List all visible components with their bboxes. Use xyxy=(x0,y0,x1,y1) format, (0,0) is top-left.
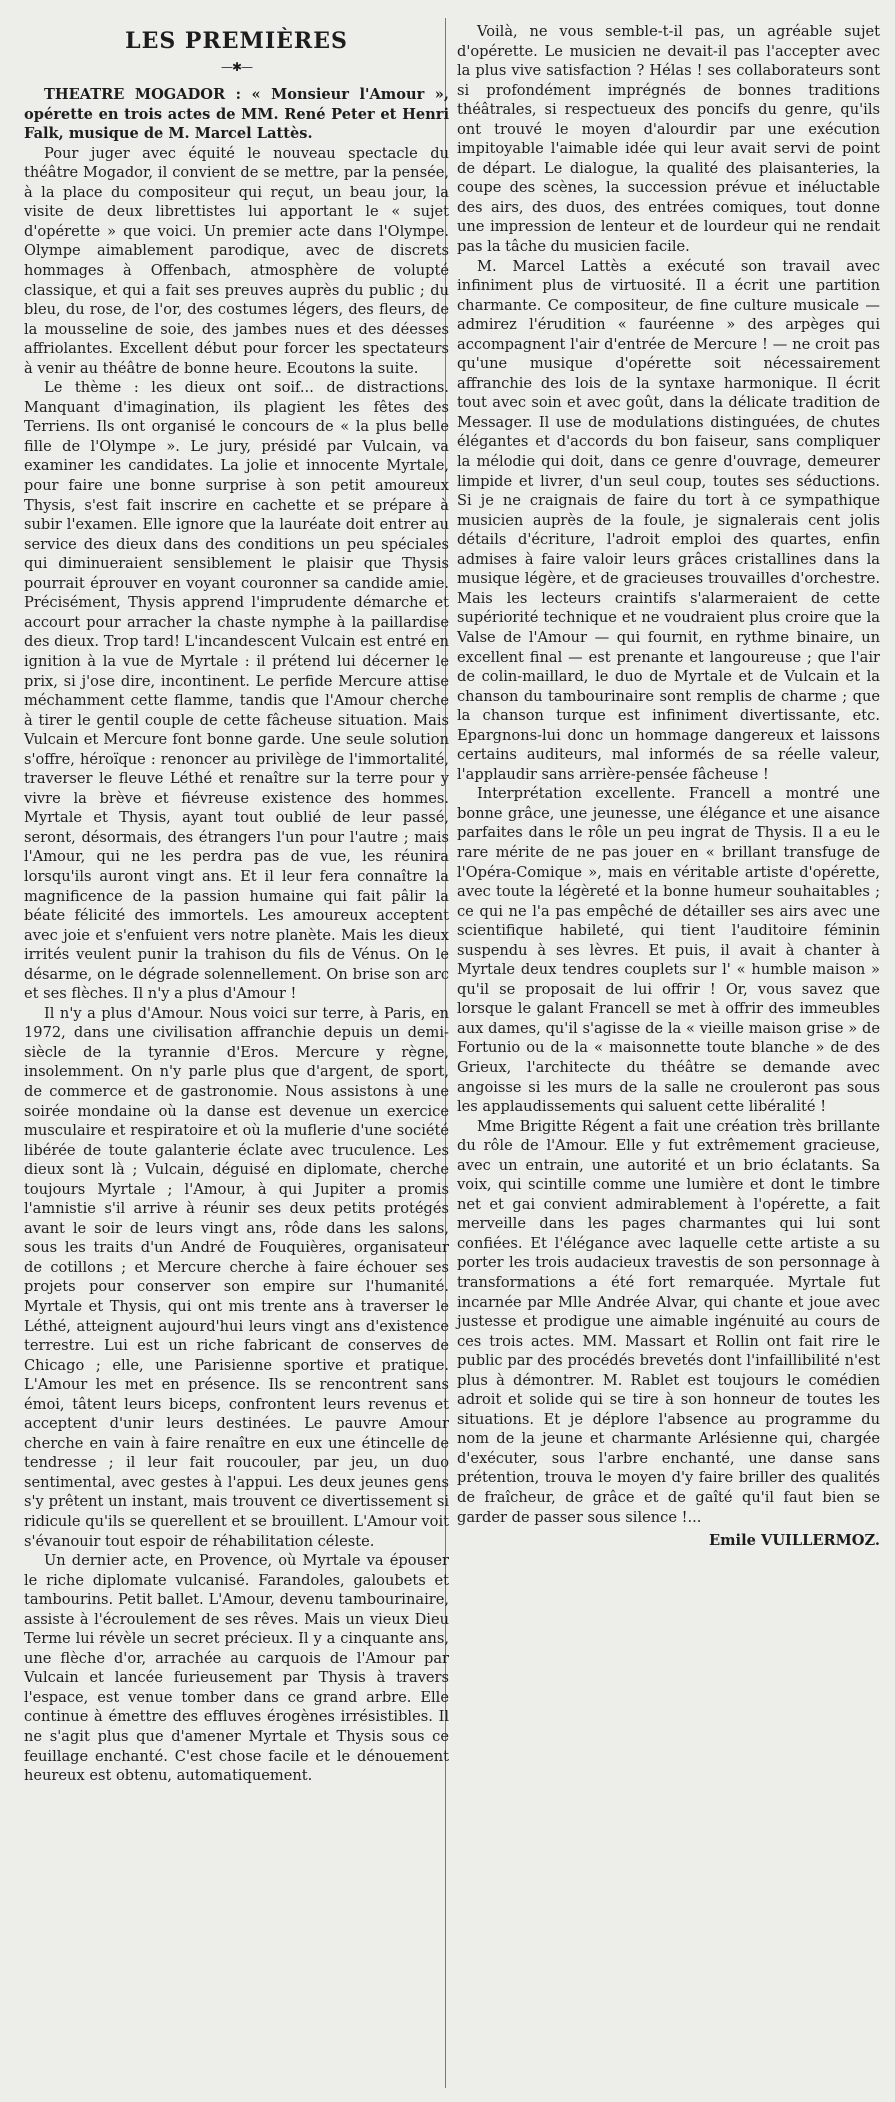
paragraph: Mme Brigitte Régent a fait une création très brillante du rôle de l'Amour. Elle y fut extrêmement gracieuse, avec un entrain, une autorité et un brio éclatants. Sa voix, qui scintille comme une lumière et dont le timbre net et gai convient admirablement à l'opérette, a fait merveille dans les pages charmantes qui lui sont confiées. Et l'élégance avec laquelle cette artiste a su porter les trois audacieux travestis de son personnage à transformations a été fort remarquée. Myrtale fut incarnée par Mlle Andrée Alvar, qui chante et joue avec justesse et prodigue une aimable ingénuité au cours de ces trois actes. MM. Massart et Rollin ont fait rire le public par des procédés brevetés dont l'infaillibilité n'est plus à démontrer. M. Rablet est toujours le comédien adroit et solide qui se tire à son honneur de toutes les situations. Et je déplore l'absence au programme du nom de la jeune et charmante Arlésienne qui, chargée d'exécuter, sous l'arbre enchanté, une danse sans prétention, trouva le moyen d'y faire briller des qualités de fraîcheur, de grâce et de gaîté qu'il faut bien se garder de passer sous silence !... xyxy=(457,1117,880,1526)
paragraph: M. Marcel Lattès a exécuté son travail avec infiniment plus de virtuosité. Il a écrit une partition charmante. Ce compositeur, de fine culture musicale — admirez l'érudition « fauréenne » des arpèges qui accompagnent l'air d'entrée de Mercure ! — ne croit pas qu'une musique d'opérette soit nécessairement affranchie des lois de la syntaxe harmonique. Il écrit tout avec soin et avec goût, dans la délicate tradition de Messager. Il use de modulations distinguées, de chutes élégantes et d'accords du bon faiseur, sans compliquer la mélodie qui doit, dans ce genre d'ouvrage, demeurer limpide et livrer, d'un seul coup, toutes ses séductions. Si je ne craignais de faire du tort à ce sympathique musicien auprès de la foule, je signalerais cent jolis détails d'écriture, l'adroit emploi des quartes, enfin admises à faire valoir leurs grâces cristallines dans la musique légère, et de gracieuses trouvailles d'orchestre. Mais les lecteurs craintifs s'alarmeraient de cette supériorité technique et ne voudraient plus croire que la Valse de l'Amour — qui fournit, en rythme binaire, un excellent final — est prenante et langoureuse ; que l'air de colin-maillard, le duo de Myrtale et de Vulcain et la chanson du tambourinaire sont remplis de charme ; que la chanson turque est infiniment divertissante, etc. Epargnons-lui donc un hommage dangereux et laissons certains auditeurs, mal informés de sa réelle valeur, l'applaudir sans arrière-pensée fâcheuse ! xyxy=(457,257,880,783)
paragraph: Il n'y a plus d'Amour. Nous voici sur terre, à Paris, en 1972, dans une civilisation affranchie depuis un demi-siècle de la tyrannie d'Eros. Mercure y règne, insolemment. On n'y parle plus que d'argent, de sport, de commerce et de gastronomie. Nous assistons à une soirée mondaine où la danse est devenue un exercice musculaire et respiratoire et où la muflerie d'une société libérée de toute galanterie éclate avec truculence. Les dieux sont là ; Vulcain, déguisé en diplomate, cherche toujours Myrtale ; l'Amour, à qui Jupiter a promis l'amnistie s'il arrive à réunir ses deux petits protégés avant le soir de leurs vingt ans, rôde dans les salons, sous les traits d'un André de Fouquières, organisateur de cotillons ; et Mercure cherche à faire échouer ses projets pour conserver son empire sur l'humanité. Myrtale et Thysis, qui ont mis trente ans à traverser le Léthé, atteignent aujourd'hui leurs vingt ans d'existence terrestre. Lui est un riche fabricant de conserves de Chicago ; elle, une Parisienne sportive et pratique. L'Amour les met en présence. Ils se rencontrent sans émoi, tâtent leurs biceps, confrontent leurs revenus et acceptent d'unir leurs destinées. Le pauvre Amour cherche en vain à faire renaître en eux une étincelle de tendresse ; il leur fait roucouler, par jeu, un duo sentimental, avec gestes à l'appui. Les deux jeunes gens s'y prêtent un instant, mais trouvent ce divertissement si ridicule qu'ils se querellent et se brouillent. L'Amour voit s'évanouir tout espoir de réhabilitation céleste. xyxy=(24,1004,449,1550)
paragraph: Interprétation excellente. Francell a montré une bonne grâce, une jeunesse, une élégance et une aisance parfaites dans le rôle un peu ingrat de Thysis. Il a eu le rare mérite de ne pas jouer en « brillant transfuge de l'Opéra-Comique », mais en véritable artiste d'opérette, avec toute la légèreté et la bonne humeur souhaitables ; ce qui ne l'a pas empêché de détailler ses airs avec une scientifique habileté, qui tient l'auditoire féminin suspendu à ses lèvres. Et puis, il avait à chanter à Myrtale deux tendres couplets sur l' « humble maison » qu'il se proposait de lui offrir ! Or, vous savez que lorsque le galant Francell se met à offrir des immeubles aux dames, qu'il s'agisse de la « vieille maison grise » de Fortunio ou de la « maisonnette toute blanche » de des Grieux, l'architecte du théâtre se demande avec angoisse si les murs de la salle ne crouleront pas sous les applaudissements qui saluent cette libéralité ! xyxy=(457,785,880,1116)
review-heading: THEATRE MOGADOR : « Monsieur l'Amour », opérette en trois actes de MM. René Peter et Henri Falk, musique de M. Marcel Lattès. xyxy=(24,86,449,143)
paragraph: Un dernier acte, en Provence, où Myrtale va épouser le riche diplomate vulcanisé. Farandoles, galoubets et tambourins. Petit ballet. L'Amour, devenu tambourinaire, assiste à l'écroulement de ses rêves. Mais un vieux Dieu Terme lui révèle un secret précieux. Il y a cinquante ans, une flèche d'or, arrachée au carquois de l'Amour par Vulcain et lancée furieusement par Thysis à travers l'espace, est venue tomber dans ce grand arbre. Elle continue à émettre des effluves érogènes irrésistibles. Il ne s'agit plus que d'amener Myrtale et Thysis sous ce feuillage enchanté. C'est chose facile et le dénouement heureux est obtenu, automatiquement. xyxy=(24,1552,449,1785)
left-column xyxy=(24,18,449,1786)
author-signature: Emile VUILLERMOZ. xyxy=(708,1532,880,1550)
paragraph: Pour juger avec équité le nouveau spectacle du théâtre Mogador, il convient de se mettre, par la pensée, à la place du compositeur qui reçut, un beau jour, la visite de deux librettistes lui apportant le « sujet d'opérette » que voici. Un premier acte dans l'Olympe. Olympe aimablement parodique, avec de discrets hommages à Offenbach, atmosphère de volupté classique, et qui a fait ses preuves auprès du public ; du bleu, du rose, de l'or, des costumes légers, des fleurs, de la mousseline de soie, des jambes nues et des déesses affriolantes. Excellent début pour forcer les spectateurs à venir au théâtre de bonne heure. Ecoutons la suite. xyxy=(24,144,449,377)
section-title: LES PREMIÈRES xyxy=(125,28,348,54)
paragraph: Le thème : les dieux ont soif... de distractions. Manquant d'imagination, ils plagient les fêtes des Terriens. Ils ont organisé le concours de « la plus belle fille de l'Olympe ». Le jury, présidé par Vulcain, va examiner les candidates. La jolie et innocente Myrtale, pour faire une bonne surprise à son petit amoureux Thysis, s'est fait inscrire en cachette et se prépare à subir l'examen. Elle ignore que la lauréate doit entrer au service des dieux dans des conditions un peu spéciales qui diminueraient sensiblement le plaisir que Thysis pourrait éprouver en voyant couronner sa candide amie. Précisément, Thysis apprend l'imprudente démarche et accourt pour arracher la chaste nymphe à la paillardise des dieux. Trop tard! L'incandescent Vulcain est entré en ignition à la vue de Myrtale : il prétend lui décerner le prix, si j'ose dire, incontinent. Le perfide Mercure attise méchamment cette flamme, tandis que l'Amour cherche à tirer le gentil couple de cette fâcheuse situation. Mais Vulcain et Mercure font bonne garde. Une seule solution s'offre, héroïque : renoncer au privilège de l'immortalité, traverser le fleuve Léthé et renaître sur la terre pour y vivre la brève et fiévreuse existence des hommes. Myrtale et Thysis, ayant tout oublié de leur passé, seront, désormais, des étrangers l'un pour l'autre ; mais l'Amour, qui ne les perdra pas de vue, les réunira lorsqu'ils auront vingt ans. Et il leur fera connaître la magnificence de la passion humaine qui fait pâlir la béate félicité des immortels. Les amoureux acceptent avec joie et s'enfuient vers notre planète. Mais les dieux irrités veulent punir la trahison du fils de Vénus. On le désarme, on le dégrade solennellement. On brise son arc et ses flèches. Il n'y a plus d'Amour ! xyxy=(24,379,449,1003)
title-ornament: —✱— xyxy=(220,59,253,74)
right-column xyxy=(457,22,880,1551)
paragraph: Voilà, ne vous semble-t-il pas, un agréable sujet d'opérette. Le musicien ne devait-il pas l'accepter avec la plus vive satisfaction ? Hélas ! ses collaborateurs sont si profondément imprégnés de bonnes traditions théâtrales, si respectueux des poncifs du genre, qu'ils ont trouvé le moyen d'alourdir par une exécution impitoyable l'aimable idée qui leur avait servi de point de départ. Le dialogue, la qualité des plaisanteries, la coupe des scènes, la succession prévue et inéluctable des airs, des duos, des entrées comiques, tout donne une impression de lenteur et de lourdeur qui ne rendait pas la tâche du musicien facile. xyxy=(457,23,880,256)
